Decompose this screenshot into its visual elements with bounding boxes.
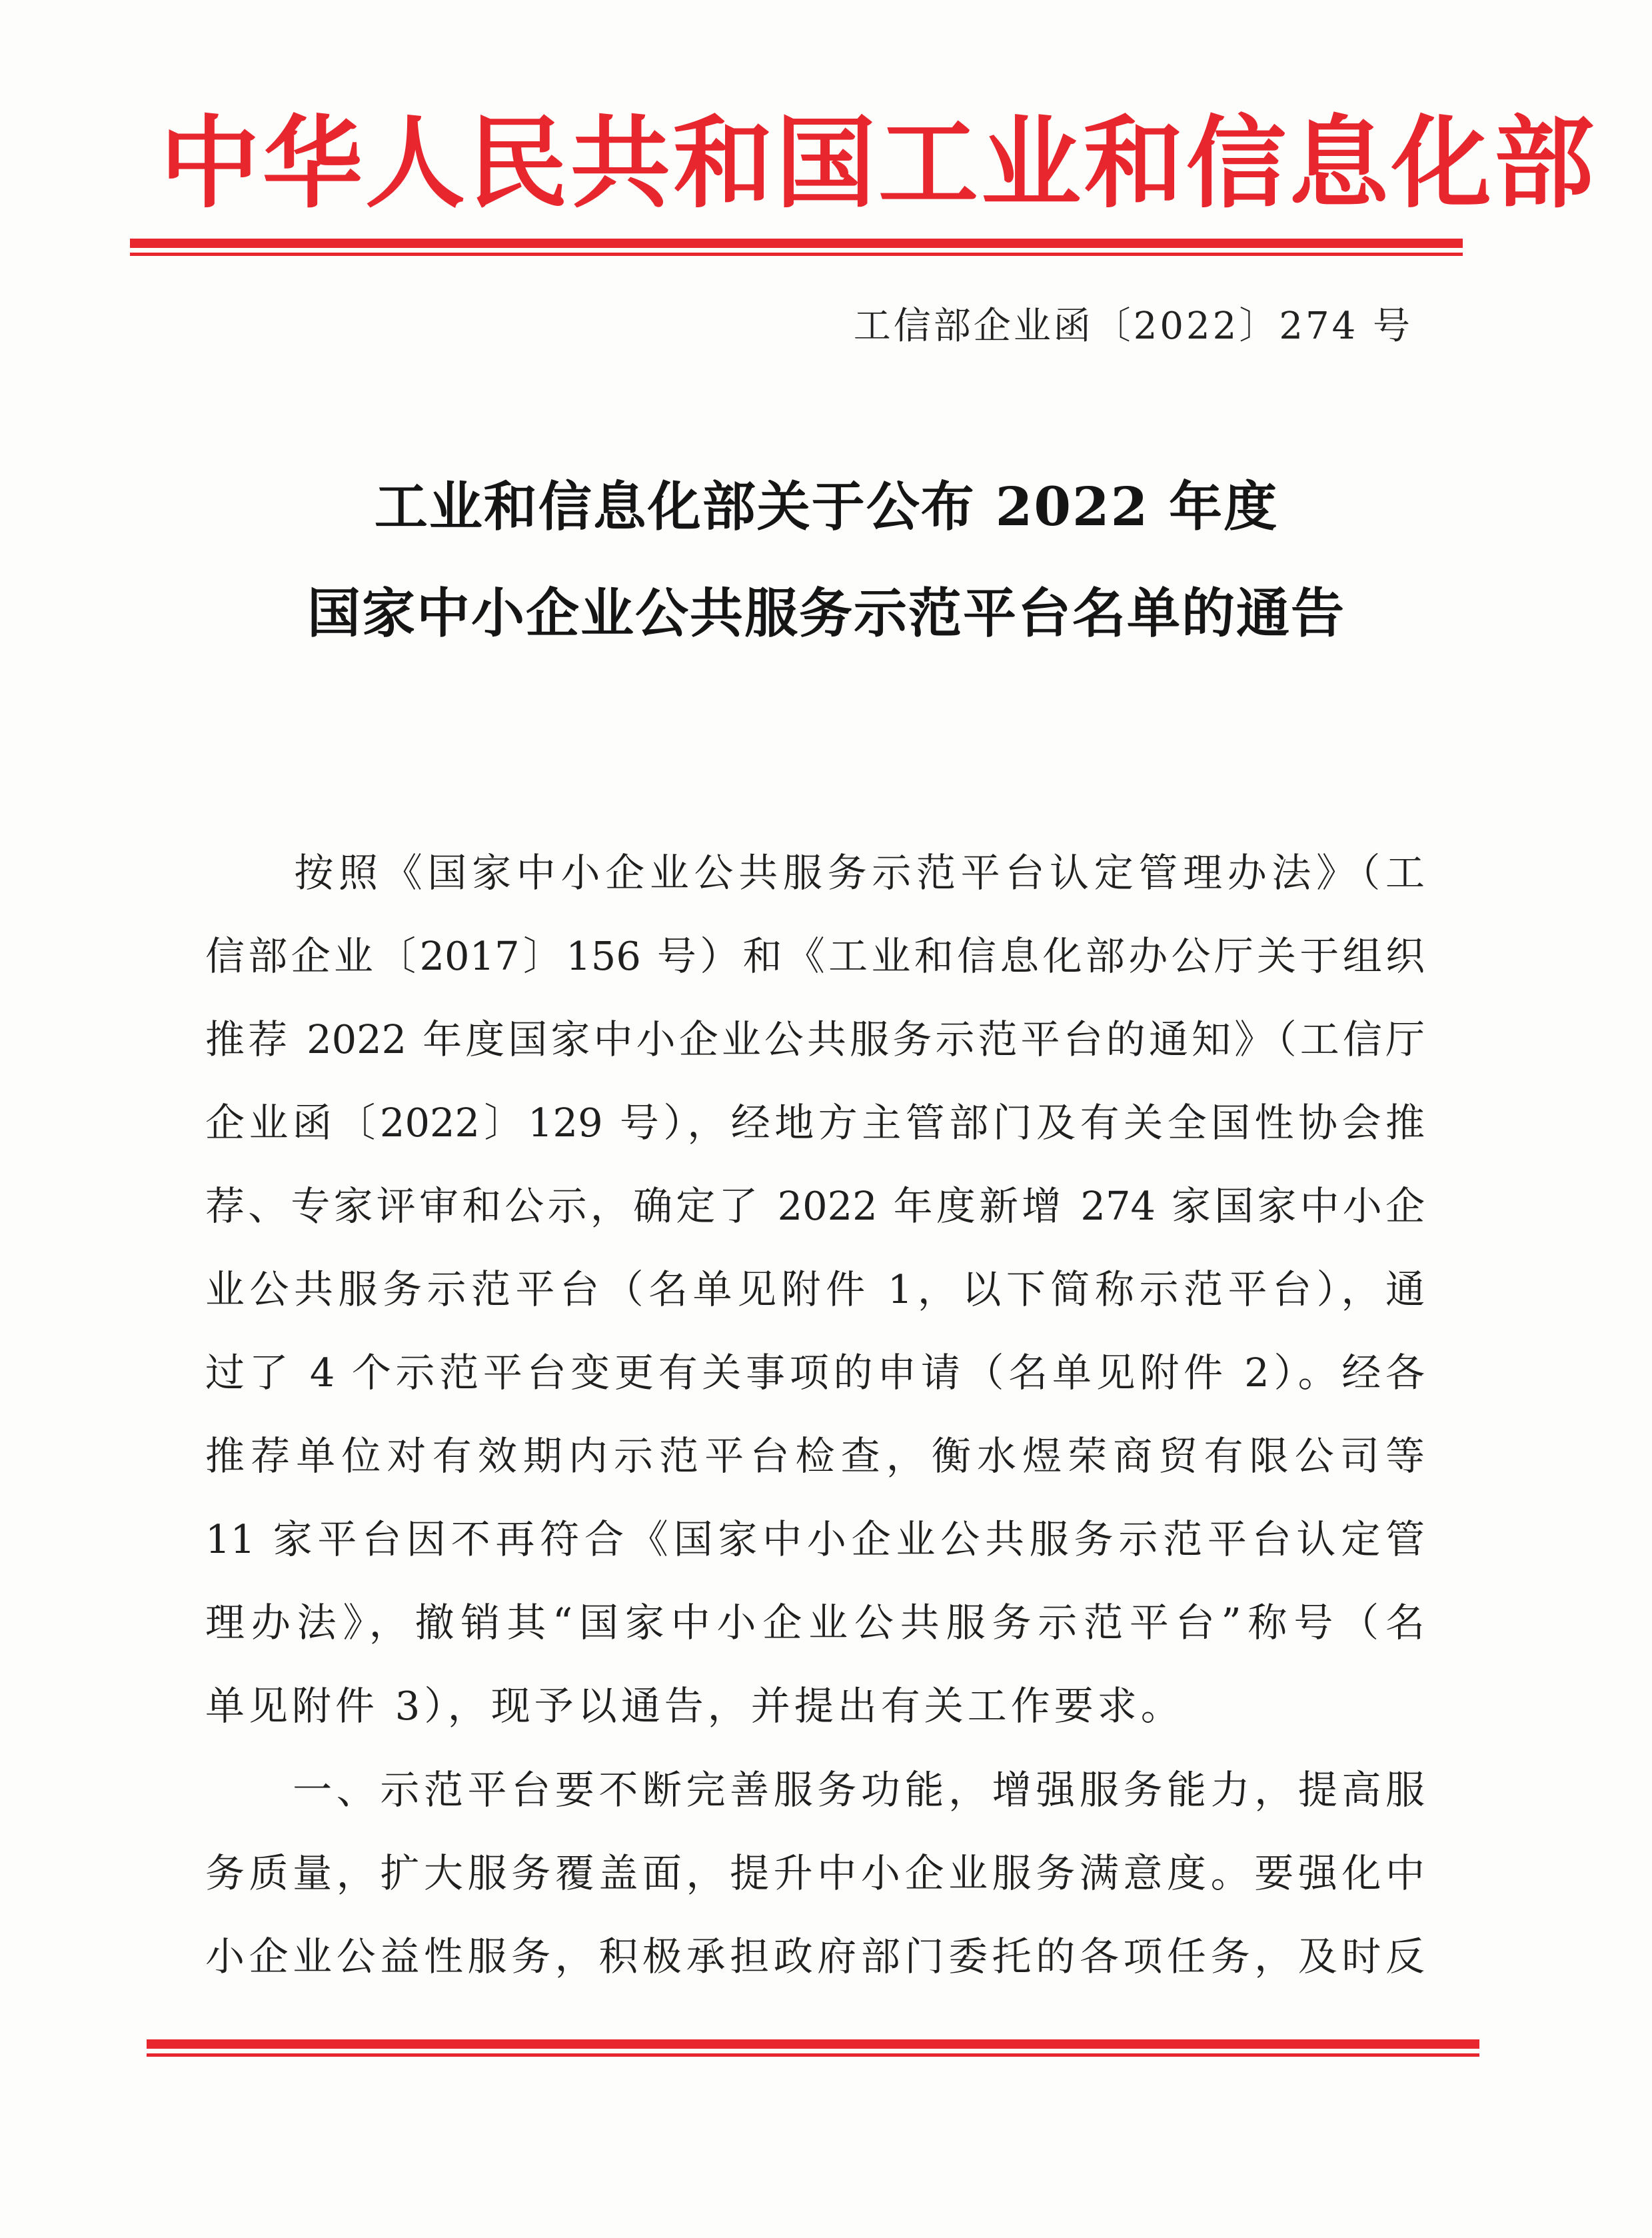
text-line: 按照《国家中小企业公共服务示范平台认定管理办法》（工 xyxy=(205,850,1425,896)
red-rule-thin xyxy=(130,253,1463,256)
body-paragraph-2 xyxy=(205,1748,1425,1998)
masthead-title: 中华人民共和国工业和信息化部 xyxy=(160,105,1597,222)
text-line: 一、示范平台要不断完善服务功能，增强服务能力，提高服 xyxy=(205,1767,1425,1813)
red-rule-thin xyxy=(147,2053,1479,2057)
notice-title-line-1: 工业和信息化部关于公布 2022 年度 xyxy=(374,475,1279,538)
text-line: 过了 4 个示范平台变更有关事项的申请（名单见附件 2）。经各 xyxy=(205,1350,1425,1396)
notice-title-line-2: 国家中小企业公共服务示范平台名单的通告 xyxy=(307,582,1345,644)
text-line: 推荐单位对有效期内示范平台检查，衡水煜荣商贸有限公司等 xyxy=(205,1433,1425,1479)
text-line: 推荐 2022 年度国家中小企业公共服务示范平台的通知》（工信厅 xyxy=(205,1016,1425,1062)
red-rule-thick xyxy=(147,2039,1479,2049)
red-rule-thick xyxy=(130,239,1463,248)
text-line: 务质量，扩大服务覆盖面，提升中小企业服务满意度。要强化中 xyxy=(205,1850,1425,1896)
text-line: 11 家平台因不再符合《国家中小企业公共服务示范平台认定管 xyxy=(205,1516,1425,1562)
text-line: 小企业公益性服务，积极承担政府部门委托的各项任务，及时反 xyxy=(205,1933,1425,1979)
text-line: 单见附件 3），现予以通告，并提出有关工作要求。 xyxy=(205,1683,1184,1729)
footer-red-rule xyxy=(147,2039,1479,2057)
body-paragraph-1 xyxy=(205,831,1425,1747)
masthead-red-rule xyxy=(130,239,1463,256)
text-line: 信部企业〔2017〕156 号）和《工业和信息化部办公厅关于组织 xyxy=(205,933,1425,979)
text-line: 理办法》，撤销其“国家中小企业公共服务示范平台”称号（名 xyxy=(205,1600,1425,1646)
text-line: 业公共服务示范平台（名单见附件 1，以下简称示范平台），通 xyxy=(205,1266,1425,1312)
text-line: 企业函〔2022〕129 号），经地方主管部门及有关全国性协会推 xyxy=(205,1100,1425,1146)
document-number: 工信部企业函〔2022〕274 号 xyxy=(853,305,1413,348)
text-line: 荐、专家评审和公示，确定了 2022 年度新增 274 家国家中小企 xyxy=(205,1183,1425,1229)
